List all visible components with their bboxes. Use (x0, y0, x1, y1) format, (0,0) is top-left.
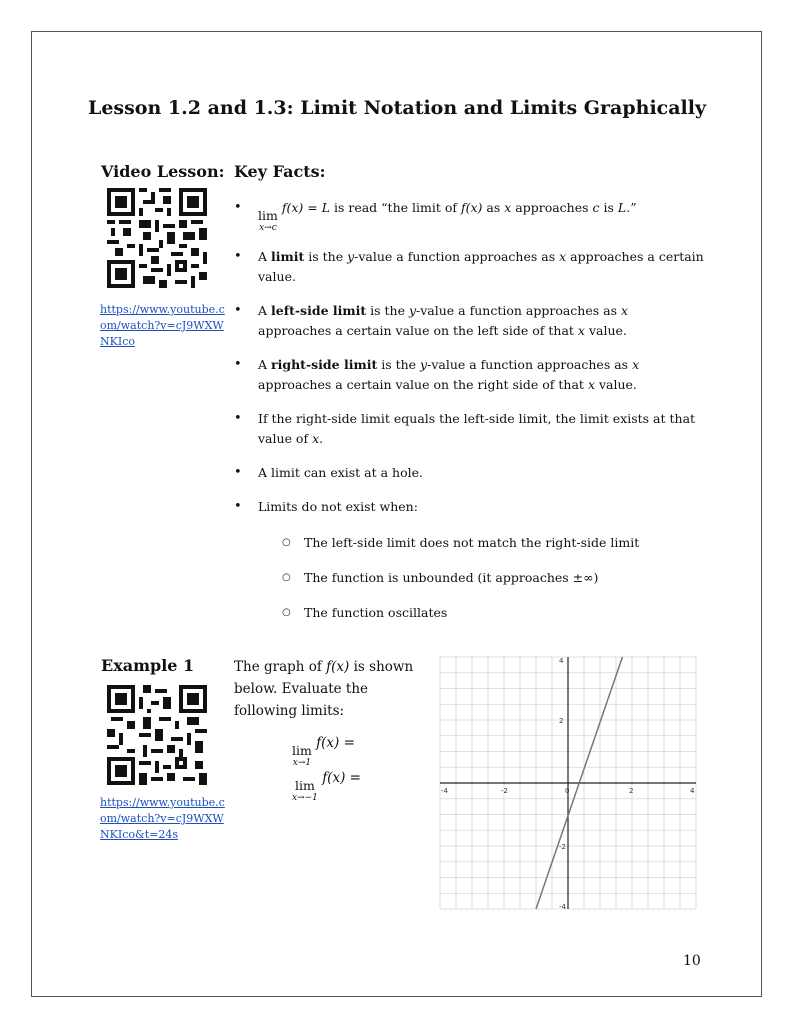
x-tick-label: -2 (501, 787, 508, 795)
y-tick-label: -4 (559, 903, 566, 911)
fact-left-side-limit: • A left-side limit is the y-value a function approaches as x approaches a certain value on the left side of that x value. (234, 301, 704, 341)
video-lesson-link[interactable]: https://www.youtube.com/watch?v=cJ9WXWNKIco (100, 303, 225, 348)
qr-code-video-lesson[interactable] (107, 188, 207, 288)
y-tick-label: -2 (559, 843, 566, 851)
example1-limit-1: lim x→1 f(x) = (292, 735, 355, 768)
example1-prompt: The graph of f(x) is shown below. Evaluate the following limits: (234, 659, 414, 719)
fact-right-side-limit: • A right-side limit is the y-value a function approaches as x approaches a certain value on the right side of that x value. (234, 355, 704, 395)
dne-condition: ○ The left-side limit does not match the right-side limit (258, 533, 704, 553)
y-tick-label: 2 (559, 717, 564, 725)
fact-limit-notation: • lim x→c f(x) = L is read “the limit of f(x) as x approaches c is L.” (234, 198, 704, 233)
fact-hole: • A limit can exist at a hole. (234, 463, 704, 483)
example1-heading: Example 1 (101, 656, 195, 675)
video-lesson-heading: Video Lesson: (101, 162, 225, 181)
x-tick-label: -4 (441, 787, 448, 795)
key-facts-list (234, 198, 704, 638)
fact-dne: • Limits do not exist when: ○ The left-side limit does not match the right-side limit ○ The function is unbounded (it approaches ±∞) ○ The function oscillates (234, 497, 704, 623)
page-title: Lesson 1.2 and 1.3: Limit Notation and Limits Graphically (87, 97, 707, 119)
qr-code-example1[interactable] (107, 685, 207, 785)
example1-limit-2: lim x→−1 f(x) = (292, 770, 361, 803)
page-number: 10 (683, 953, 701, 969)
key-facts-heading: Key Facts: (234, 162, 326, 181)
x-tick-label: 4 (690, 787, 695, 795)
y-tick-label: 4 (559, 657, 564, 665)
fact-limit-definition: • A limit is the y-value a function approaches as x approaches a certain value. (234, 247, 704, 287)
lim-operator: • lim x→c (258, 208, 278, 233)
x-tick-label: 2 (629, 787, 634, 795)
function-graph (438, 653, 700, 913)
dne-conditions-list (258, 533, 704, 623)
fact-limit-exists: • If the right-side limit equals the left-side limit, the limit exists at that value of x. (234, 409, 704, 449)
example1-link[interactable]: https://www.youtube.com/watch?v=cJ9WXWNKIco&t=24s (100, 796, 225, 841)
dne-condition: ○ The function is unbounded (it approaches ±∞) (258, 568, 704, 588)
dne-condition: ○ The function oscillates (258, 603, 704, 623)
x-tick-label: 0 (565, 787, 570, 795)
